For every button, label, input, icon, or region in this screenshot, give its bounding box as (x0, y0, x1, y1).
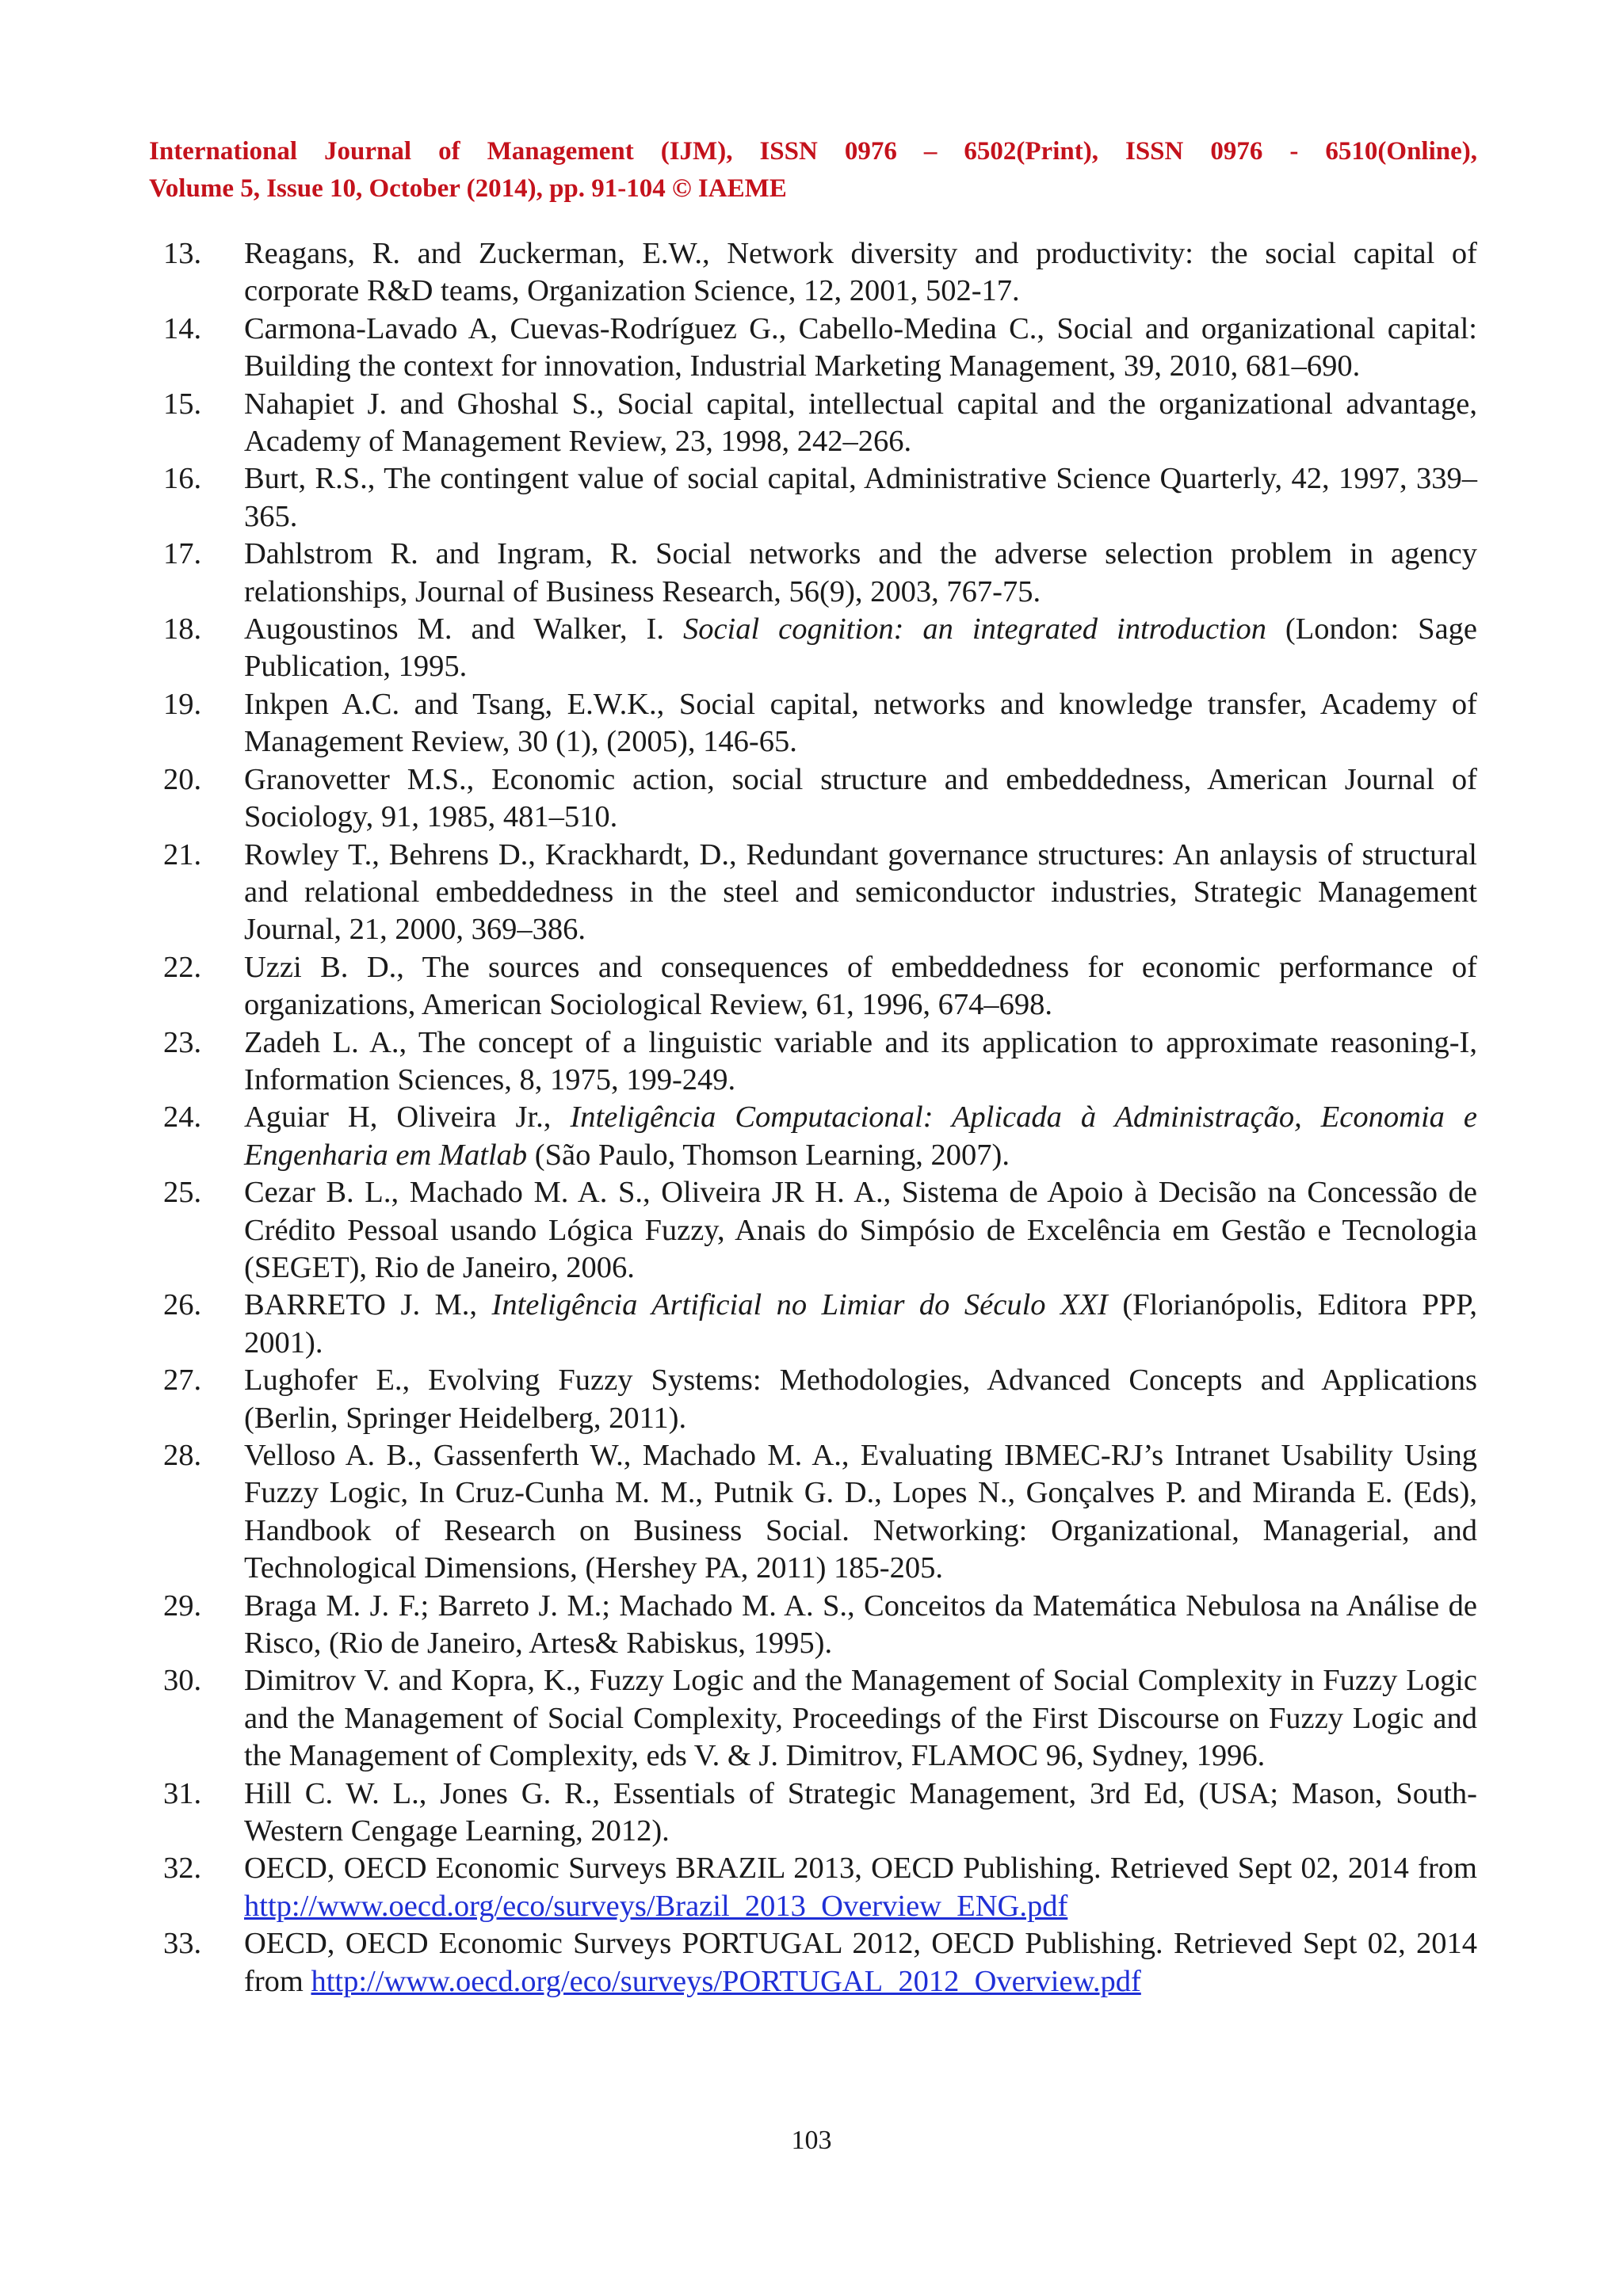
reference-link[interactable]: http://www.oecd.org/eco/surveys/PORTUGAL_2012_Overview.pdf (311, 1964, 1141, 1998)
reference-number: 26. (163, 1288, 202, 1322)
reference-text (244, 1099, 1477, 1174)
reference-item (163, 1362, 1477, 1437)
reference-number: 20. (163, 762, 202, 796)
reference-text (244, 1925, 1477, 2000)
reference-text: Nahapiet J. and Ghoshal S., Social capital, intellectual capital and the organizational advantage, Academy of Management Review, 23, 1998, 242–266. (244, 387, 1477, 459)
reference-item (163, 1850, 1477, 1925)
reference-item (163, 1588, 1477, 1663)
reference-text-part: (São Paulo, Thomson Learning, 2007). (527, 1138, 1010, 1172)
reference-number: 16. (163, 462, 202, 496)
reference-item (163, 311, 1477, 386)
reference-number: 24. (163, 1100, 202, 1135)
reference-text (244, 611, 1477, 686)
reference-title-italic: Inteligência Artificial no Limiar do Século XXI (491, 1288, 1108, 1322)
reference-number: 13. (163, 237, 202, 270)
reference-text: Braga M. J. F.; Barreto J. M.; Machado M. A. S., Conceitos da Matemática Nebulosa na Análise de Risco, (Rio de Janeiro, Artes& Rabiskus, 1995). (244, 1589, 1477, 1661)
reference-text: Burt, R.S., The contingent value of social capital, Administrative Science Quarterly, 42, 1997, 339–365. (244, 462, 1477, 533)
reference-number: 14. (163, 311, 202, 345)
reference-text: Zadeh L. A., The concept of a linguistic variable and its application to approximate reasoning-I, Information Sciences, 8, 1975, 199-249. (244, 1025, 1477, 1097)
reference-item (163, 1775, 1477, 1851)
reference-text-part: BARRETO J. M., (244, 1288, 492, 1322)
reference-text-part: Augoustinos M. and Walker, I. (244, 612, 683, 646)
page-number: 103 (791, 2126, 832, 2155)
reference-item (163, 686, 1477, 761)
reference-item (163, 837, 1477, 949)
reference-item (163, 536, 1477, 611)
reference-number: 22. (163, 950, 202, 984)
journal-header (149, 133, 1477, 208)
reference-number: 31. (163, 1776, 202, 1810)
reference-text-part: (London: Sage Publication, 1995. (244, 612, 1477, 684)
reference-text-part: Aguiar H, Oliveira Jr., (244, 1100, 571, 1135)
reference-text: Reagans, R. and Zuckerman, E.W., Network diversity and productivity: the social capital of corporate R&D teams, Organization Science, 12, 2001, 502-17. (244, 237, 1477, 308)
reference-link[interactable]: http://www.oecd.org/eco/surveys/Brazil_2013_Overview_ENG.pdf (244, 1889, 1068, 1923)
reference-number: 29. (163, 1589, 202, 1623)
reference-text: Cezar B. L., Machado M. A. S., Oliveira JR H. A., Sistema de Apoio à Decisão na Concessão de Crédito Pessoal usando Lógica Fuzzy, Anais do Simpósio de Excelência em Gestão e Tecnologia (SEGET), Rio de Janeiro, 2006. (244, 1176, 1477, 1284)
reference-number: 25. (163, 1176, 202, 1210)
reference-number: 30. (163, 1664, 202, 1698)
reference-item (163, 460, 1477, 536)
reference-text: Rowley T., Behrens D., Krackhardt, D., Redundant governance structures: An anlaysis of structural and relational embeddedness in the steel and semiconductor industries, Strategic Management Journal, 21, 2000, 369–386. (244, 837, 1477, 947)
reference-text: Inkpen A.C. and Tsang, E.W.K., Social capital, networks and knowledge transfer, Academy of Management Review, 30 (1), (2005), 146-65. (244, 687, 1477, 759)
reference-number: 15. (163, 387, 202, 421)
reference-item (163, 1099, 1477, 1174)
reference-item (163, 761, 1477, 837)
reference-list (163, 235, 1477, 2000)
reference-item (163, 949, 1477, 1024)
reference-text-part: (Florianópolis, Editora PPP, 2001). (244, 1288, 1477, 1360)
reference-text-part: OECD, OECD Economic Surveys BRAZIL 2013, OECD Publishing. Retrieved Sept 02, 2014 from (244, 1852, 1477, 1886)
reference-text: Lughofer E., Evolving Fuzzy Systems: Methodologies, Advanced Concepts and Applications (Berlin, Springer Heidelberg, 2011). (244, 1363, 1477, 1435)
reference-number: 32. (163, 1852, 202, 1886)
reference-title-italic: Inteligência Computacional: Aplicada à Administração, Economia e Engenharia em Matlab (244, 1100, 1477, 1172)
reference-item (163, 1287, 1477, 1362)
reference-number: 18. (163, 612, 202, 646)
reference-number: 23. (163, 1025, 202, 1059)
reference-text (244, 1850, 1477, 1925)
journal-header-line-1: International Journal of Management (IJM), ISSN 0976 – 6502(Print), ISSN 0976 - 6510(Online), (149, 137, 1477, 166)
reference-number: 27. (163, 1363, 202, 1398)
reference-text: Uzzi B. D., The sources and consequences of embeddedness for economic performance of organizations, American Sociological Review, 61, 1996, 674–698. (244, 950, 1477, 1022)
reference-text: Granovetter M.S., Economic action, social structure and embeddedness, American Journal of Sociology, 91, 1985, 481–510. (244, 762, 1477, 834)
reference-text: Dimitrov V. and Kopra, K., Fuzzy Logic and the Management of Social Complexity in Fuzzy Logic and the Management of Social Complexity, Proceedings of the First Discourse on Fuzzy Logic and the Management of Complexity, eds V. & J. Dimitrov, FLAMOC 96, Sydney, 1996. (244, 1664, 1477, 1773)
reference-item (163, 611, 1477, 686)
reference-number: 28. (163, 1439, 202, 1472)
reference-number: 33. (163, 1927, 202, 1961)
reference-number: 19. (163, 687, 202, 721)
reference-item (163, 1662, 1477, 1775)
journal-header-line-2: Volume 5, Issue 10, October (2014), pp. 91-104 © IAEME (149, 174, 787, 203)
reference-number: 21. (163, 837, 202, 871)
reference-title-italic: Social cognition: an integrated introduction (682, 612, 1266, 646)
reference-item (163, 1925, 1477, 2000)
reference-text: Hill C. W. L., Jones G. R., Essentials of Strategic Management, 3rd Ed, (USA; Mason, South-Western Cengage Learning, 2012). (244, 1776, 1477, 1848)
reference-text: Carmona-Lavado A, Cuevas-Rodríguez G., Cabello-Medina C., Social and organizational capital: Building the context for innovation, Industrial Marketing Management, 39, 2010, 681–690. (244, 311, 1477, 383)
reference-item (163, 1174, 1477, 1287)
reference-number: 17. (163, 537, 202, 571)
reference-item (163, 235, 1477, 311)
reference-item (163, 1437, 1477, 1588)
reference-item (163, 386, 1477, 461)
reference-item (163, 1024, 1477, 1100)
reference-text-part: OECD, OECD Economic Surveys PORTUGAL 2012, OECD Publishing. Retrieved Sept 02, 2014 from (244, 1927, 1477, 1998)
reference-text: Velloso A. B., Gassenferth W., Machado M. A., Evaluating IBMEC-RJ’s Intranet Usability Using Fuzzy Logic, In Cruz-Cunha M. M., Putnik G. D., Lopes N., Gonçalves P. and Miranda E. (Eds), Handbook of Research on Business Social. Networking: Organizational, Managerial, and Technological Dimensions, (Hershey PA, 2011) 185-205. (244, 1439, 1477, 1585)
reference-text (244, 1287, 1477, 1362)
reference-text: Dahlstrom R. and Ingram, R. Social networks and the adverse selection problem in agency relationships, Journal of Business Research, 56(9), 2003, 767-75. (244, 537, 1477, 608)
